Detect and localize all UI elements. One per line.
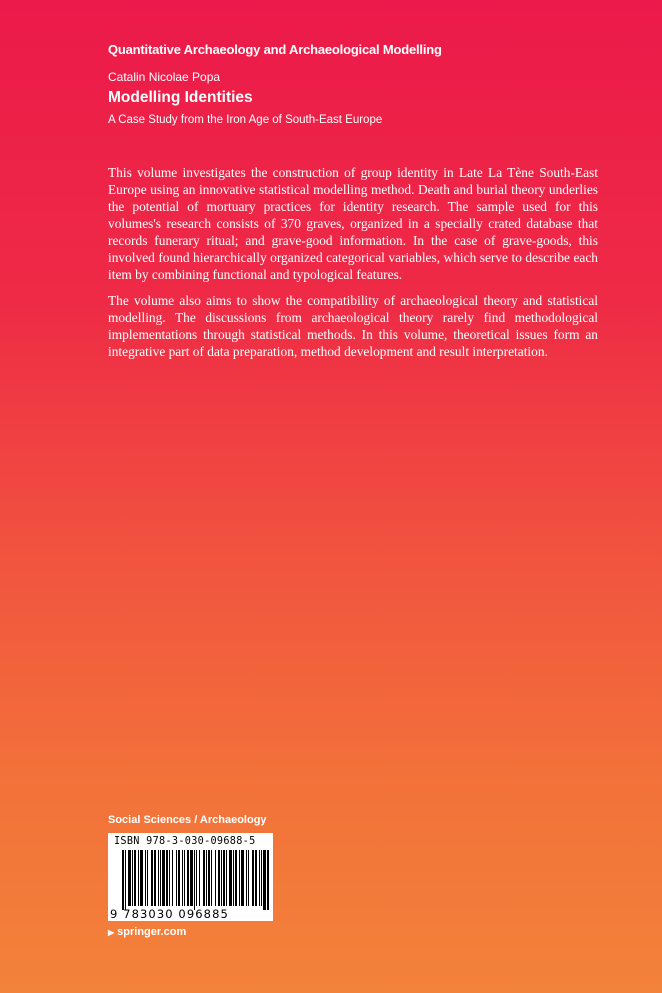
isbn-label: ISBN 978-3-030-09688-5: [114, 836, 256, 847]
book-title: Modelling Identities: [108, 89, 253, 106]
triangle-right-icon: ▶: [108, 927, 115, 937]
series-title: Quantitative Archaeology and Archaeological Modelling: [108, 42, 442, 57]
subject-category: Social Sciences / Archaeology: [108, 814, 267, 826]
book-subtitle: A Case Study from the Iron Age of South-East Europe: [108, 114, 383, 126]
publisher-link-label: springer.com: [117, 926, 187, 938]
barcode-digits: 9 783030 096885: [110, 907, 229, 921]
isbn-barcode: [108, 833, 273, 921]
author-name: Catalin Nicolae Popa: [108, 70, 221, 84]
blurb-text: [108, 164, 598, 369]
publisher-link[interactable]: [108, 926, 186, 938]
blurb-paragraph: The volume also aims to show the compatibility of archaeological theory and statistical modelling. The discussions from archaeological theory rarely find methodological implementations through statistical methods. In this volume, theoretical issues form an integrative part of data preparation, method development and result interpretation.: [108, 293, 598, 359]
blurb-paragraph: This volume investigates the construction of group identity in Late La Tène South-East Europe using an innovative statistical modelling method. Death and burial theory underlies the potential of mortuary practices for identity research. The sample used for this volumes's research consists of 370 graves, organized in a specially crated database that records funerary ritual; and grave-good information. In the case of grave-goods, this involved found hierarchically organized categorical variables, which serve to describe each item by combining functional and typological features.: [108, 165, 598, 282]
